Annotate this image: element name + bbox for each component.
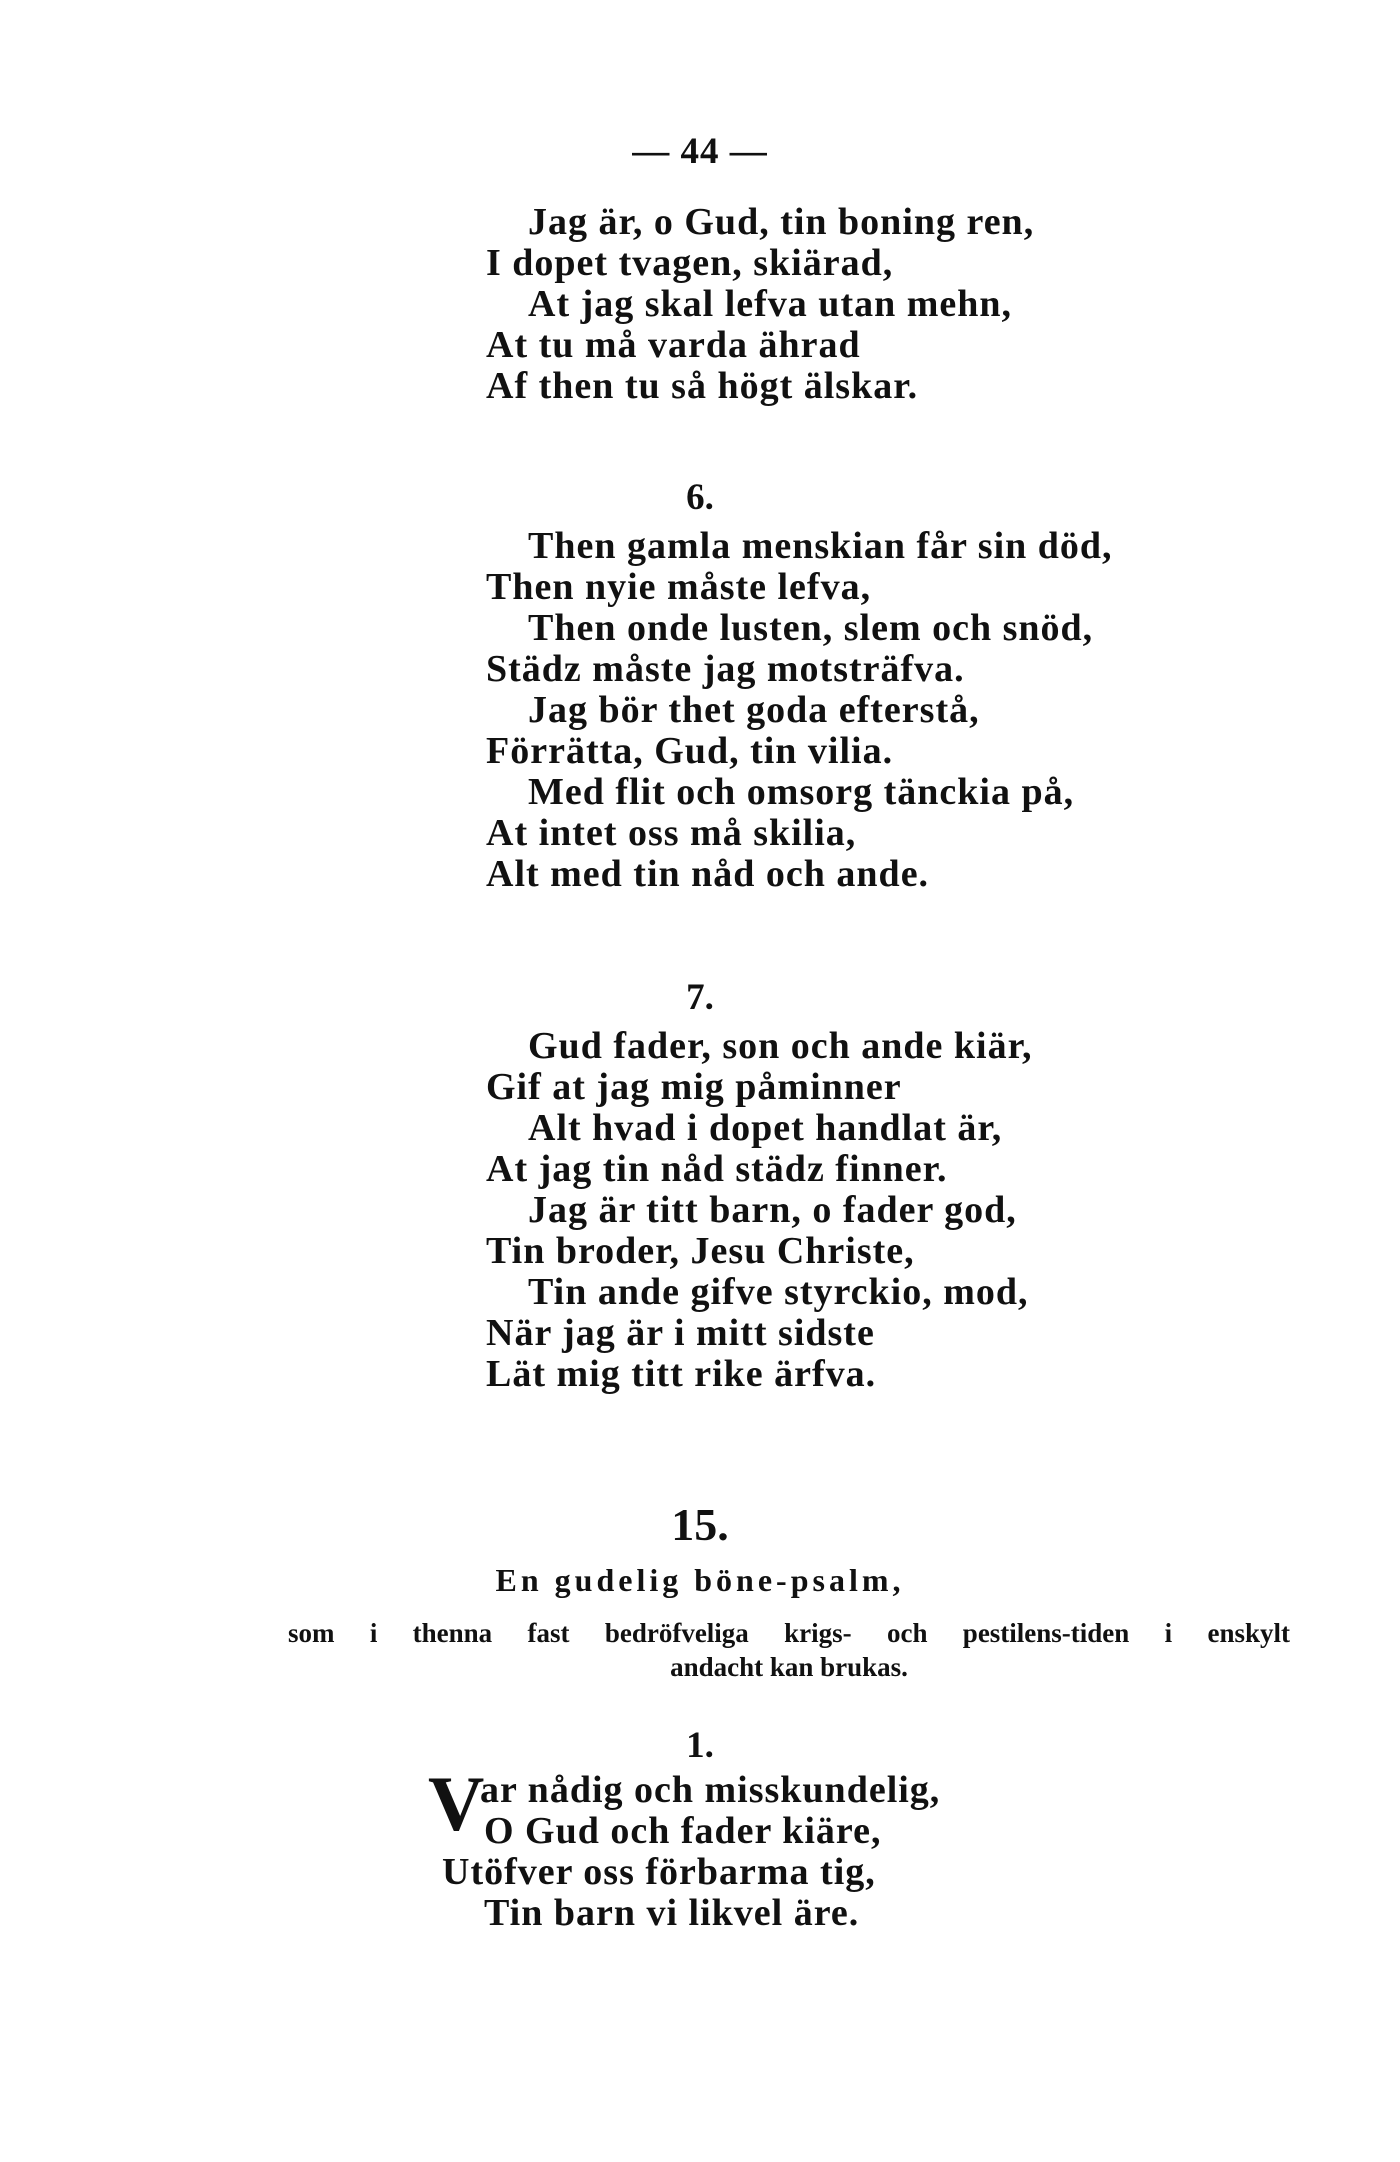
verse-line: At jag skal lefva utan mehn, [528, 283, 1013, 325]
stanza-continuation [486, 202, 1246, 407]
verse-line: Af then tu så högt älskar. [486, 365, 919, 407]
stanza-7 [486, 1026, 1246, 1395]
verse-line: Then onde lusten, slem och snöd, [528, 607, 1094, 649]
verse-line: Then gamla menskian får sin död, [528, 525, 1113, 567]
verse-line: Tin barn vi likvel äre. [484, 1892, 860, 1934]
stanza-number: 6. [686, 477, 714, 518]
verse-line: Gud fader, son och ande kiär, [528, 1025, 1033, 1067]
verse-line: Städz måste jag motsträfva. [486, 648, 965, 690]
verse-line: Jag är, o Gud, tin boning ren, [528, 201, 1035, 243]
hymn-number: 15. [671, 1499, 729, 1550]
hymn-subtitle-line: andacht kan brukas. [670, 1652, 908, 1682]
stanza-number: 7. [686, 977, 714, 1018]
drop-cap-initial: V [428, 1760, 485, 1847]
verse-line: At jag tin nåd städz finner. [486, 1148, 948, 1190]
verse-line: Förrätta, Gud, tin vilia. [486, 730, 894, 772]
stanza-6 [486, 526, 1246, 895]
hymn-subtitle [288, 1616, 1290, 1684]
hymn-subtitle-line: som i thenna fast bedröfveliga krigs- och pestilens-tiden i enskylt [288, 1618, 1290, 1648]
verse-line: Med flit och omsorg tänckia på, [528, 771, 1075, 813]
hymn-title: En gudelig böne-psalm, [495, 1562, 905, 1598]
verse-line: Alt hvad i dopet handlat är, [528, 1107, 1003, 1149]
verse-line: I dopet tvagen, skiärad, [486, 242, 894, 284]
verse-line: O Gud och fader kiäre, [484, 1810, 882, 1852]
verse-line: Alt med tin nåd och ande. [486, 853, 930, 895]
verse-line: När jag är i mitt sidste [486, 1312, 875, 1354]
verse-line: Lät mig titt rike ärfva. [486, 1353, 877, 1395]
verse-line: Tin ande gifve styrckio, mod, [528, 1271, 1029, 1313]
verse-line: ar nådig och misskundelig, [480, 1769, 941, 1811]
verse-line: At intet oss må skilia, [486, 812, 857, 854]
verse-line: Jag är titt barn, o fader god, [528, 1189, 1017, 1231]
verse-line: At tu må varda ährad [486, 324, 861, 366]
verse-line: Tin broder, Jesu Christe, [486, 1230, 915, 1272]
verse-line: Then nyie måste lefva, [486, 566, 872, 608]
verse-line: Utöfver oss förbarma tig, [442, 1851, 876, 1893]
page-number: — 44 — [632, 131, 768, 172]
verse-line: Jag bör thet goda efterstå, [528, 689, 980, 731]
stanza-1 [428, 1760, 1128, 1934]
verse-line: Gif at jag mig påminner [486, 1066, 902, 1108]
stanza-number: 1. [686, 1725, 714, 1766]
